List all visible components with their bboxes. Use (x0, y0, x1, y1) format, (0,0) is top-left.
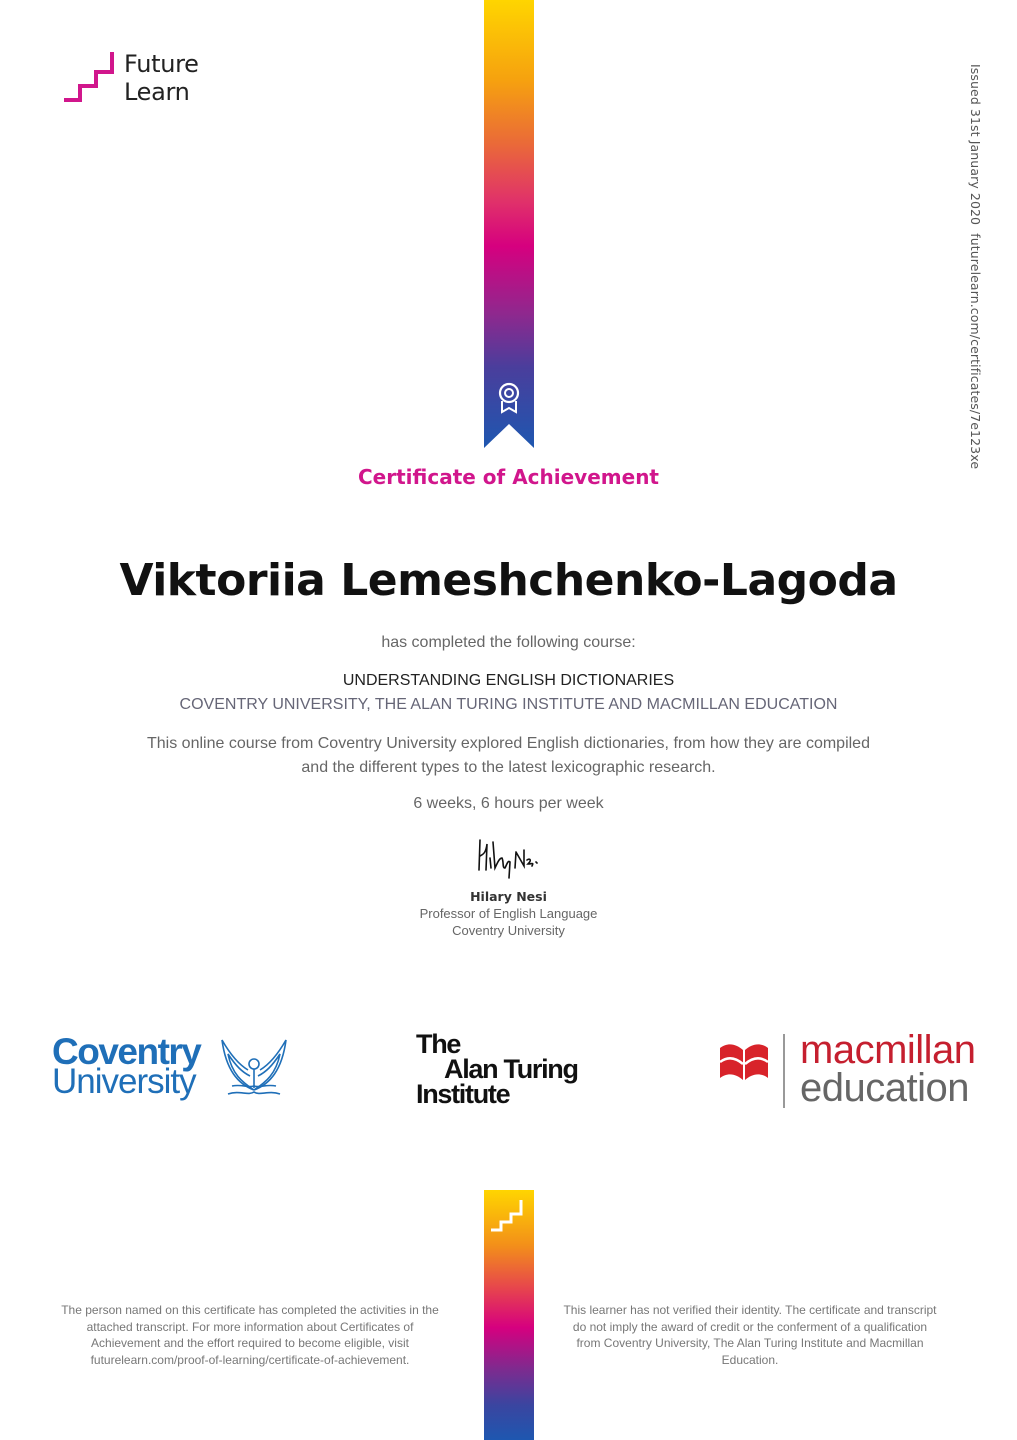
description-line: and the different types to the latest lexicographic research. (301, 759, 716, 776)
course-duration: 6 weeks, 6 hours per week (413, 795, 604, 812)
alan-turing-institute-logo (416, 1029, 578, 1109)
coventry-wordmark-line-1: Coventry (52, 1031, 201, 1072)
signatory-organisation: Coventry University (452, 923, 565, 938)
macmillan-book-icon (718, 1040, 770, 1086)
completed-statement: has completed the following course: (381, 634, 636, 651)
award-icon (495, 380, 523, 416)
footer-line: from Coventry University, The Alan Turing Institute and Macmillan (576, 1336, 924, 1350)
coventry-university-logo (52, 1031, 292, 1104)
footer-line: The person named on this certificate has completed the activities in the (61, 1303, 439, 1317)
footer-line: Achievement and the effort required to become eligible, visit (91, 1336, 409, 1350)
staircase-icon (62, 50, 118, 104)
signature-image (474, 834, 544, 882)
course-title: UNDERSTANDING ENGLISH DICTIONARIES (342, 672, 675, 689)
macmillan-wordmark-line-1: macmillan (800, 1028, 976, 1072)
certificate-title: Certificate of Achievement (358, 465, 659, 489)
issue-info (968, 64, 983, 469)
logo-wordmark (124, 50, 199, 106)
footer-note-right (545, 1302, 955, 1368)
logo-divider (783, 1034, 785, 1108)
signatory-role: Professor of English Language (419, 906, 598, 921)
coventry-wordmark-line-2: University (52, 1062, 196, 1101)
turing-wordmark-line-3: Institute (416, 1079, 510, 1109)
signatory-name: Hilary Nesi (470, 889, 547, 904)
course-description (120, 732, 897, 780)
staircase-icon (487, 1196, 531, 1234)
turing-wordmark-line-2: Alan Turing (444, 1054, 578, 1084)
turing-wordmark-line-1: The (416, 1029, 461, 1059)
footer-line: This learner has not verified their identity. The certificate and transcript (563, 1303, 937, 1317)
description-line: This online course from Coventry University explored English dictionaries, from how they are compiled (147, 735, 870, 752)
course-organisations: COVENTRY UNIVERSITY, THE ALAN TURING INSTITUTE AND MACMILLAN EDUCATION (179, 696, 838, 713)
footer-line: attached transcript. For more information about Certificates of (86, 1319, 414, 1334)
footer-line: do not imply the award of credit or the conferment of a qualification (572, 1319, 928, 1334)
footer-link[interactable]: futurelearn.com/proof-of-learning/certificate-of-achievement. (90, 1352, 410, 1367)
logo-line-2: Learn (124, 78, 190, 106)
logo-line-1: Future (124, 50, 199, 78)
phoenix-icon (218, 1034, 290, 1102)
footer-line: Education. (721, 1352, 779, 1367)
macmillan-education-logo (718, 1028, 998, 1114)
footer-note-left (45, 1302, 455, 1368)
certificate-url[interactable]: futurelearn.com/certificates/7e123xe (968, 233, 983, 470)
learner-name: Viktoriia Lemeshchenko-Lagoda (119, 555, 898, 606)
futurelearn-logo (62, 50, 199, 106)
macmillan-wordmark-line-2: education (800, 1066, 969, 1110)
issue-date: Issued 31st January 2020 (968, 64, 983, 226)
